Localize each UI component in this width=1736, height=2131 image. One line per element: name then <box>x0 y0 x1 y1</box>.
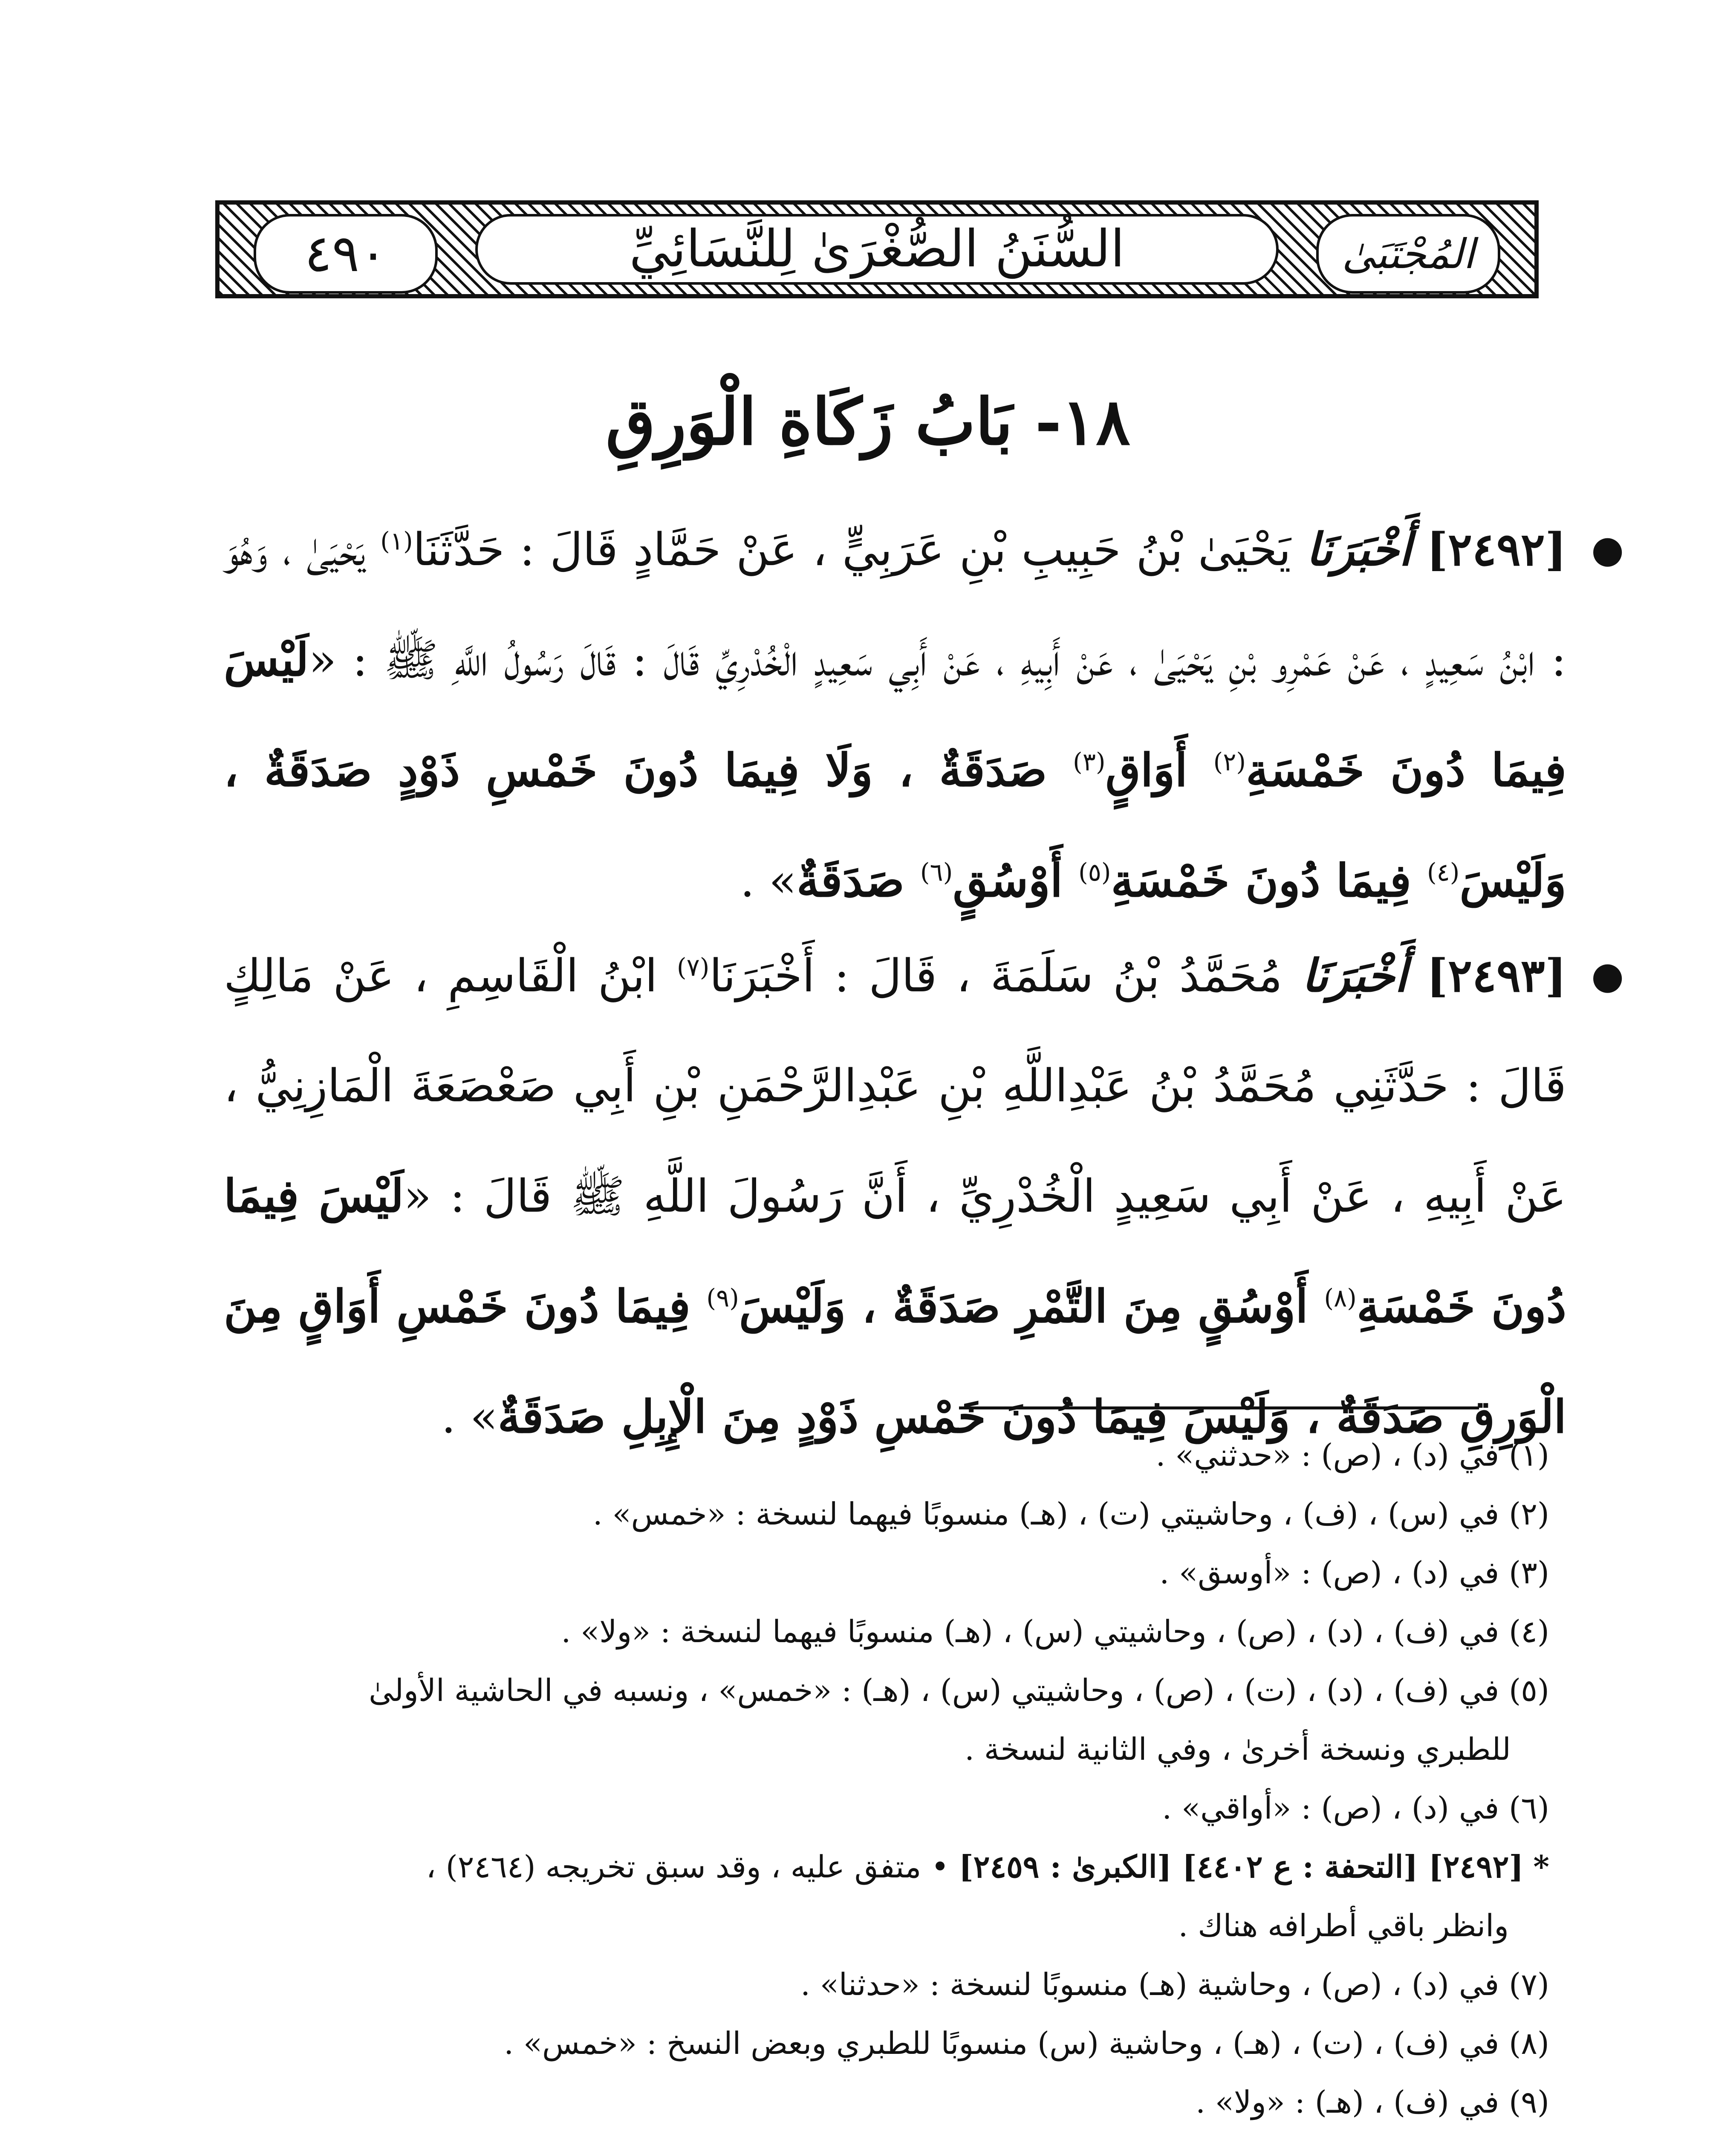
matn-text: فِيمَا دُونَ خَمْسِ أَوَاقٍ مِنَ الْوَرِقِ صَدَقَةٌ ، وَلَيْسَ فِيمَا دُونَ خَمْسِ ذَوْدٍ مِنَ الْإِبِلِ صَدَقَةٌ <box>224 1279 1566 1443</box>
footnote-marker[interactable]: (٢) <box>1213 747 1246 777</box>
footnote: (٣) في (د) ، (ص) : «أوسق» . <box>1159 1555 1549 1591</box>
matn-text: صَدَقَةٌ ، وَلَا فِيمَا دُونَ خَمْسِ ذَوْدٍ صَدَقَةٌ ، وَلَيْسَ <box>224 743 1566 907</box>
matn-text: أَوْسُقٍ <box>953 854 1079 907</box>
footnote: (٢) في (س) ، (ف) ، وحاشيتي (ت) ، (هـ) منسوبًا فيهما لنسخة : «خمس» . <box>592 1496 1549 1532</box>
footnote: (٨) في (ف) ، (ت) ، (هـ) ، وحاشية (س) منسوبًا للطبري وبعض النسخ : «خمس» . <box>504 2025 1549 2061</box>
takhrij-continuation: وانظر باقي أطرافه هناك . <box>1178 1908 1509 1943</box>
footnote: (٩) في (ف) ، (هـ) : «ولا» . <box>1196 2084 1549 2120</box>
running-header <box>475 214 1279 285</box>
bullet-icon: ● <box>1591 527 1624 571</box>
bullet-icon: ● <box>1591 953 1624 997</box>
chapter-heading: ١٨- بَابُ زَكَاةِ الْوَرِقِ <box>606 384 1130 459</box>
hadith-number: [٢٤٩٣] <box>1426 949 1567 1002</box>
isnad-opening: أَخْبَرَنَا <box>1306 523 1412 576</box>
matn-text: أَوَاقٍ <box>1105 743 1213 797</box>
takhrij-note <box>220 1837 1549 1955</box>
footnote-marker[interactable]: (٤) <box>1427 858 1460 887</box>
footnote-marker[interactable]: (٨) <box>1324 1283 1357 1313</box>
footnote-marker[interactable]: (٩) <box>706 1283 739 1313</box>
footnote: (٧) في (د) ، (ص) ، وحاشية (هـ) منسوبًا لنسخة : «حدثنا» . <box>800 1966 1549 2002</box>
footnote-marker[interactable]: (٦) <box>920 858 953 887</box>
footnote-divider <box>959 1406 1479 1409</box>
takhrij-text: • متفق عليه ، وقد سبق تخريجه (٢٤٦٤) ، <box>426 1849 959 1885</box>
footnote-marker[interactable]: (١) <box>380 526 413 556</box>
footnote: (٦) في (د) ، (ص) : «أواقي» . <box>1162 1790 1549 1826</box>
asterisk-icon: * <box>1533 1848 1549 1885</box>
footnote-marker[interactable]: (٣) <box>1073 747 1106 777</box>
matn-text: صَدَقَةٌ <box>796 854 920 907</box>
isnad-text: مُحَمَّدُ بْنُ سَلَمَةَ ، قَالَ : أَخْبَرَنَا <box>709 950 1302 1002</box>
isnad-opening: أَخْبَرَنَا <box>1302 949 1407 1002</box>
footnote: (١) في (د) ، (ص) : «حدثني» . <box>1155 1437 1549 1473</box>
matn-text: فِيمَا دُونَ خَمْسَةِ <box>1111 854 1427 907</box>
ornamental-vignette: المُجْتَبَىٰ <box>1316 214 1500 294</box>
footnote-marker[interactable]: (٧) <box>676 953 710 982</box>
footnote: (٤) في (ف) ، (د) ، (ص) ، وحاشيتي (س) ، (هـ) منسوبًا فيهما لنسخة : «ولا» . <box>561 1614 1549 1649</box>
page-number: ٤٩٠ <box>254 214 438 294</box>
footnote-continuation: للطبري ونسخة أخرىٰ ، وفي الثانية لنسخة . <box>965 1731 1511 1767</box>
hadith-paragraph <box>224 921 1624 1472</box>
closing-quote: » . <box>740 855 797 907</box>
book-title: السُّنَنُ الصُّغْرَىٰ لِلنَّسَائِيِّ <box>629 219 1125 279</box>
hadith-number: [٢٤٩٢] <box>1426 523 1567 576</box>
isnad-text: يَحْيَىٰ ، وَهُوَ : ابْنُ سَعِيدٍ ، عَنْ عَمْرِو بْنِ يَحْيَىٰ ، عَنْ أَبِيهِ ، عَنْ أَبِي سَعِيدٍ الْخُدْرِيِّ قَالَ : قَالَ رَسُولُ اللَّهِ ﷺ : « <box>224 523 1566 686</box>
hadith-paragraph <box>224 494 1624 936</box>
matn-text: لَيْسَ فِيمَا دُونَ خَمْسَةِ <box>224 1169 1567 1333</box>
page-header-band <box>215 200 1539 298</box>
closing-quote: » . <box>441 1391 498 1443</box>
footnotes-section <box>220 1426 1549 2131</box>
isnad-text: يَحْيَىٰ بْنُ حَبِيبِ بْنِ عَرَبِيٍّ ، عَنْ حَمَّادٍ قَالَ : حَدَّثَنَا <box>413 523 1306 576</box>
isnad-text: ابْنُ الْقَاسِمِ ، عَنْ مَالِكٍ قَالَ : حَدَّثَنِي مُحَمَّدُ بْنُ عَبْدِاللَّهِ بْنِ عَبْدِالرَّحْمَنِ بْنِ أَبِي صَعْصَعَةَ الْمَازِنِيُّ ، عَنْ أَبِيهِ ، عَنْ أَبِي سَعِيدٍ الْخُدْرِيِّ ، أَنَّ رَسُولَ اللَّهِ ﷺ قَالَ : « <box>224 950 1567 1222</box>
footnote: (٥) في (ف) ، (د) ، (ت) ، (ص) ، وحاشيتي (س) ، (هـ) : «خمس» ، ونسبه في الحاشية الأولىٰ <box>369 1672 1549 1708</box>
footnote-marker[interactable]: (٥) <box>1078 858 1111 887</box>
matn-text: أَوْسُقٍ مِنَ التَّمْرِ صَدَقَةٌ ، وَلَيْسَ <box>739 1279 1324 1333</box>
takhrij-references: [٢٤٩٢] [التحفة : ع ٤٤٠٢] [الكبرىٰ : ٢٤٥٩] <box>959 1848 1524 1885</box>
matn-text: لَيْسَ فِيمَا دُونَ خَمْسَةِ <box>224 633 1566 797</box>
